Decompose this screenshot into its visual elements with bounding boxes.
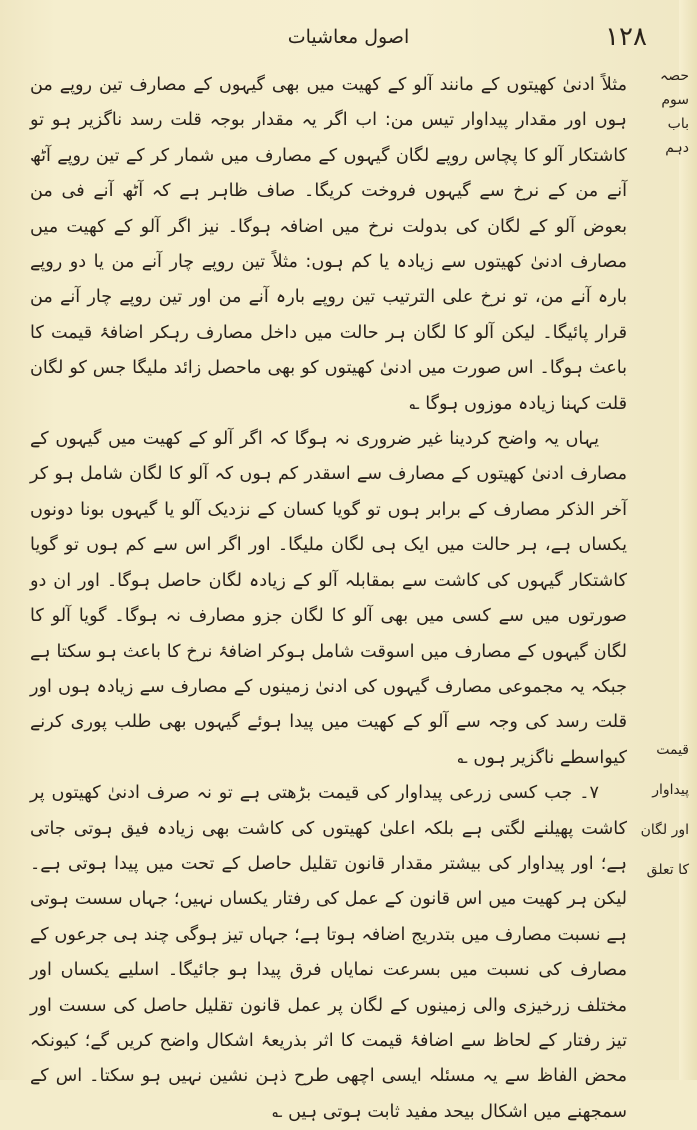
margin-section: حصہ سوم bbox=[660, 68, 689, 108]
paragraph: ۷۔ جب کسی زرعی پیداوار کی قیمت بڑھتی ہے تو نہ صرف ادنیٰ کھیتوں پر کاشت پھیلنے لگتی ہے بلکہ اعلیٰ کھیتوں کی کاشت بھی زیادہ فیق ہوتی جاتی ہے؛ اور پیداوار کی بیشتر مقدار قانون تقلیل حاصل کے تحت میں پیدا ہوتی ہے۔ لیکن ہر کھیت میں اس قانون کے عمل کی رفتار یکساں نہیں؛ جہاں سست ہوتی ہے نسبت مصارف میں بتدریج اضافہ ہوتا ہے؛ جہاں تیز ہوگی چند ہی جرعوں کے مصارف کی نسبت میں بسرعت نمایاں فرق پیدا ہو جائیگا۔ اسلیے یکساں اور مختلف زرخیزی والی زمینوں کے لگان پر عمل قانون تقلیل حاصل کی سست اور تیز رفتار کے لحاظ سے اضافۂ قیمت کا اثر بذریعۂ اشکال واضح کریں گے؛ کیونکہ محض الفاظ سے یہ مسئلہ ایسی اچھی طرح ذہن نشین نہیں ہو سکتا۔ اس کے سمجھنے میں اشکال بیحد مفید ثابت ہوتی ہیں ؎ bbox=[30, 783, 627, 1122]
page-number: ۱۲۸ bbox=[605, 22, 647, 52]
running-title: اصول معاشیات bbox=[287, 26, 410, 48]
page-edge-shading bbox=[679, 0, 697, 1080]
margin-side-heading bbox=[627, 730, 689, 890]
side-heading-line: پیداوار bbox=[652, 782, 689, 798]
page-header bbox=[0, 22, 697, 58]
body-text bbox=[30, 68, 627, 1130]
paragraph: یہاں یہ واضح کردینا غیر ضروری نہ ہوگا کہ اگر آلو کے کھیت میں گیہوں کے مصارف ادنیٰ کھیتوں کے مصارف سے اسقدر کم ہوں کہ آلو کا لگان شامل ہو کر آخر الذکر مصارف کے برابر ہوں تو گویا کسان کے نزدیک آلو یا گیہوں بونا دونوں یکساں ہے، ہر حالت میں ایک ہی لگان ملیگا۔ اور اگر اس سے کم ہوں تو گویا کاشتکار گیہوں کی کاشت سے بمقابلہ آلو کے زیادہ لگان حاصل ہوگا۔ اور ان دو صورتوں میں سے کسی میں بھی آلو کا لگان جزو مصارف نہ ہوگا۔ گویا آلو کا لگان گیہوں کے مصارف میں اسوقت شامل ہوکر اضافۂ نرخ کا باعث ہو سکتا ہے جبکہ یہ مجموعی مصارف گیہوں کی ادنیٰ زمینوں کے مصارف سے زیادہ ہوں اور قلت رسد کی وجہ سے آلو کے کھیت میں پیدا ہوئے گیہوں بھی طلب پوری کرنے کیواسطے ناگزیر ہوں ؎ bbox=[30, 429, 627, 768]
margin-section-note bbox=[645, 64, 689, 160]
side-heading-line: اور لگان bbox=[640, 822, 689, 838]
side-heading-line: کا تعلق bbox=[646, 862, 689, 878]
paragraph: مثلاً ادنیٰ کھیتوں کے مانند آلو کے کھیت میں بھی گیہوں کے مصارف تین روپے من ہوں اور مقدار پیداوار تیس من: اب اگر یہ مقدار بوجہ قلت رسد ناگزیر ہو تو کاشتکار آلو کا پچاس روپے لگان گیہوں کے مصارف میں شمار کر کے تین روپے آٹھ آنے من کے نرخ سے گیہوں فروخت کریگا۔ صاف ظاہر ہے کہ آٹھ آنے فی من بعوض آلو کے لگان کی بدولت نرخ میں اضافہ ہوگا۔ نیز اگر آلو کے کھیت میں مصارف ادنیٰ کھیتوں سے زیادہ یا کم ہوں: مثلاً تین روپے چار آنے من یا دو روپے بارہ آنے من، تو نرخ علی الترتیب تین روپے بارہ آنے من اور تین روپے چار آنے من قرار پائیگا۔ لیکن آلو کا لگان ہر حالت میں داخل مصارف رہکر اضافۂ قیمت کا باعث ہوگا۔ اس صورت میں ادنیٰ کھیتوں کو بھی ماحصل زائد ملیگا جس کو لگان قلت کہنا زیادہ موزوں ہوگا ؎ bbox=[30, 75, 627, 414]
side-heading-line: قیمت bbox=[656, 742, 689, 758]
margin-chapter: باب دہم bbox=[665, 116, 689, 156]
